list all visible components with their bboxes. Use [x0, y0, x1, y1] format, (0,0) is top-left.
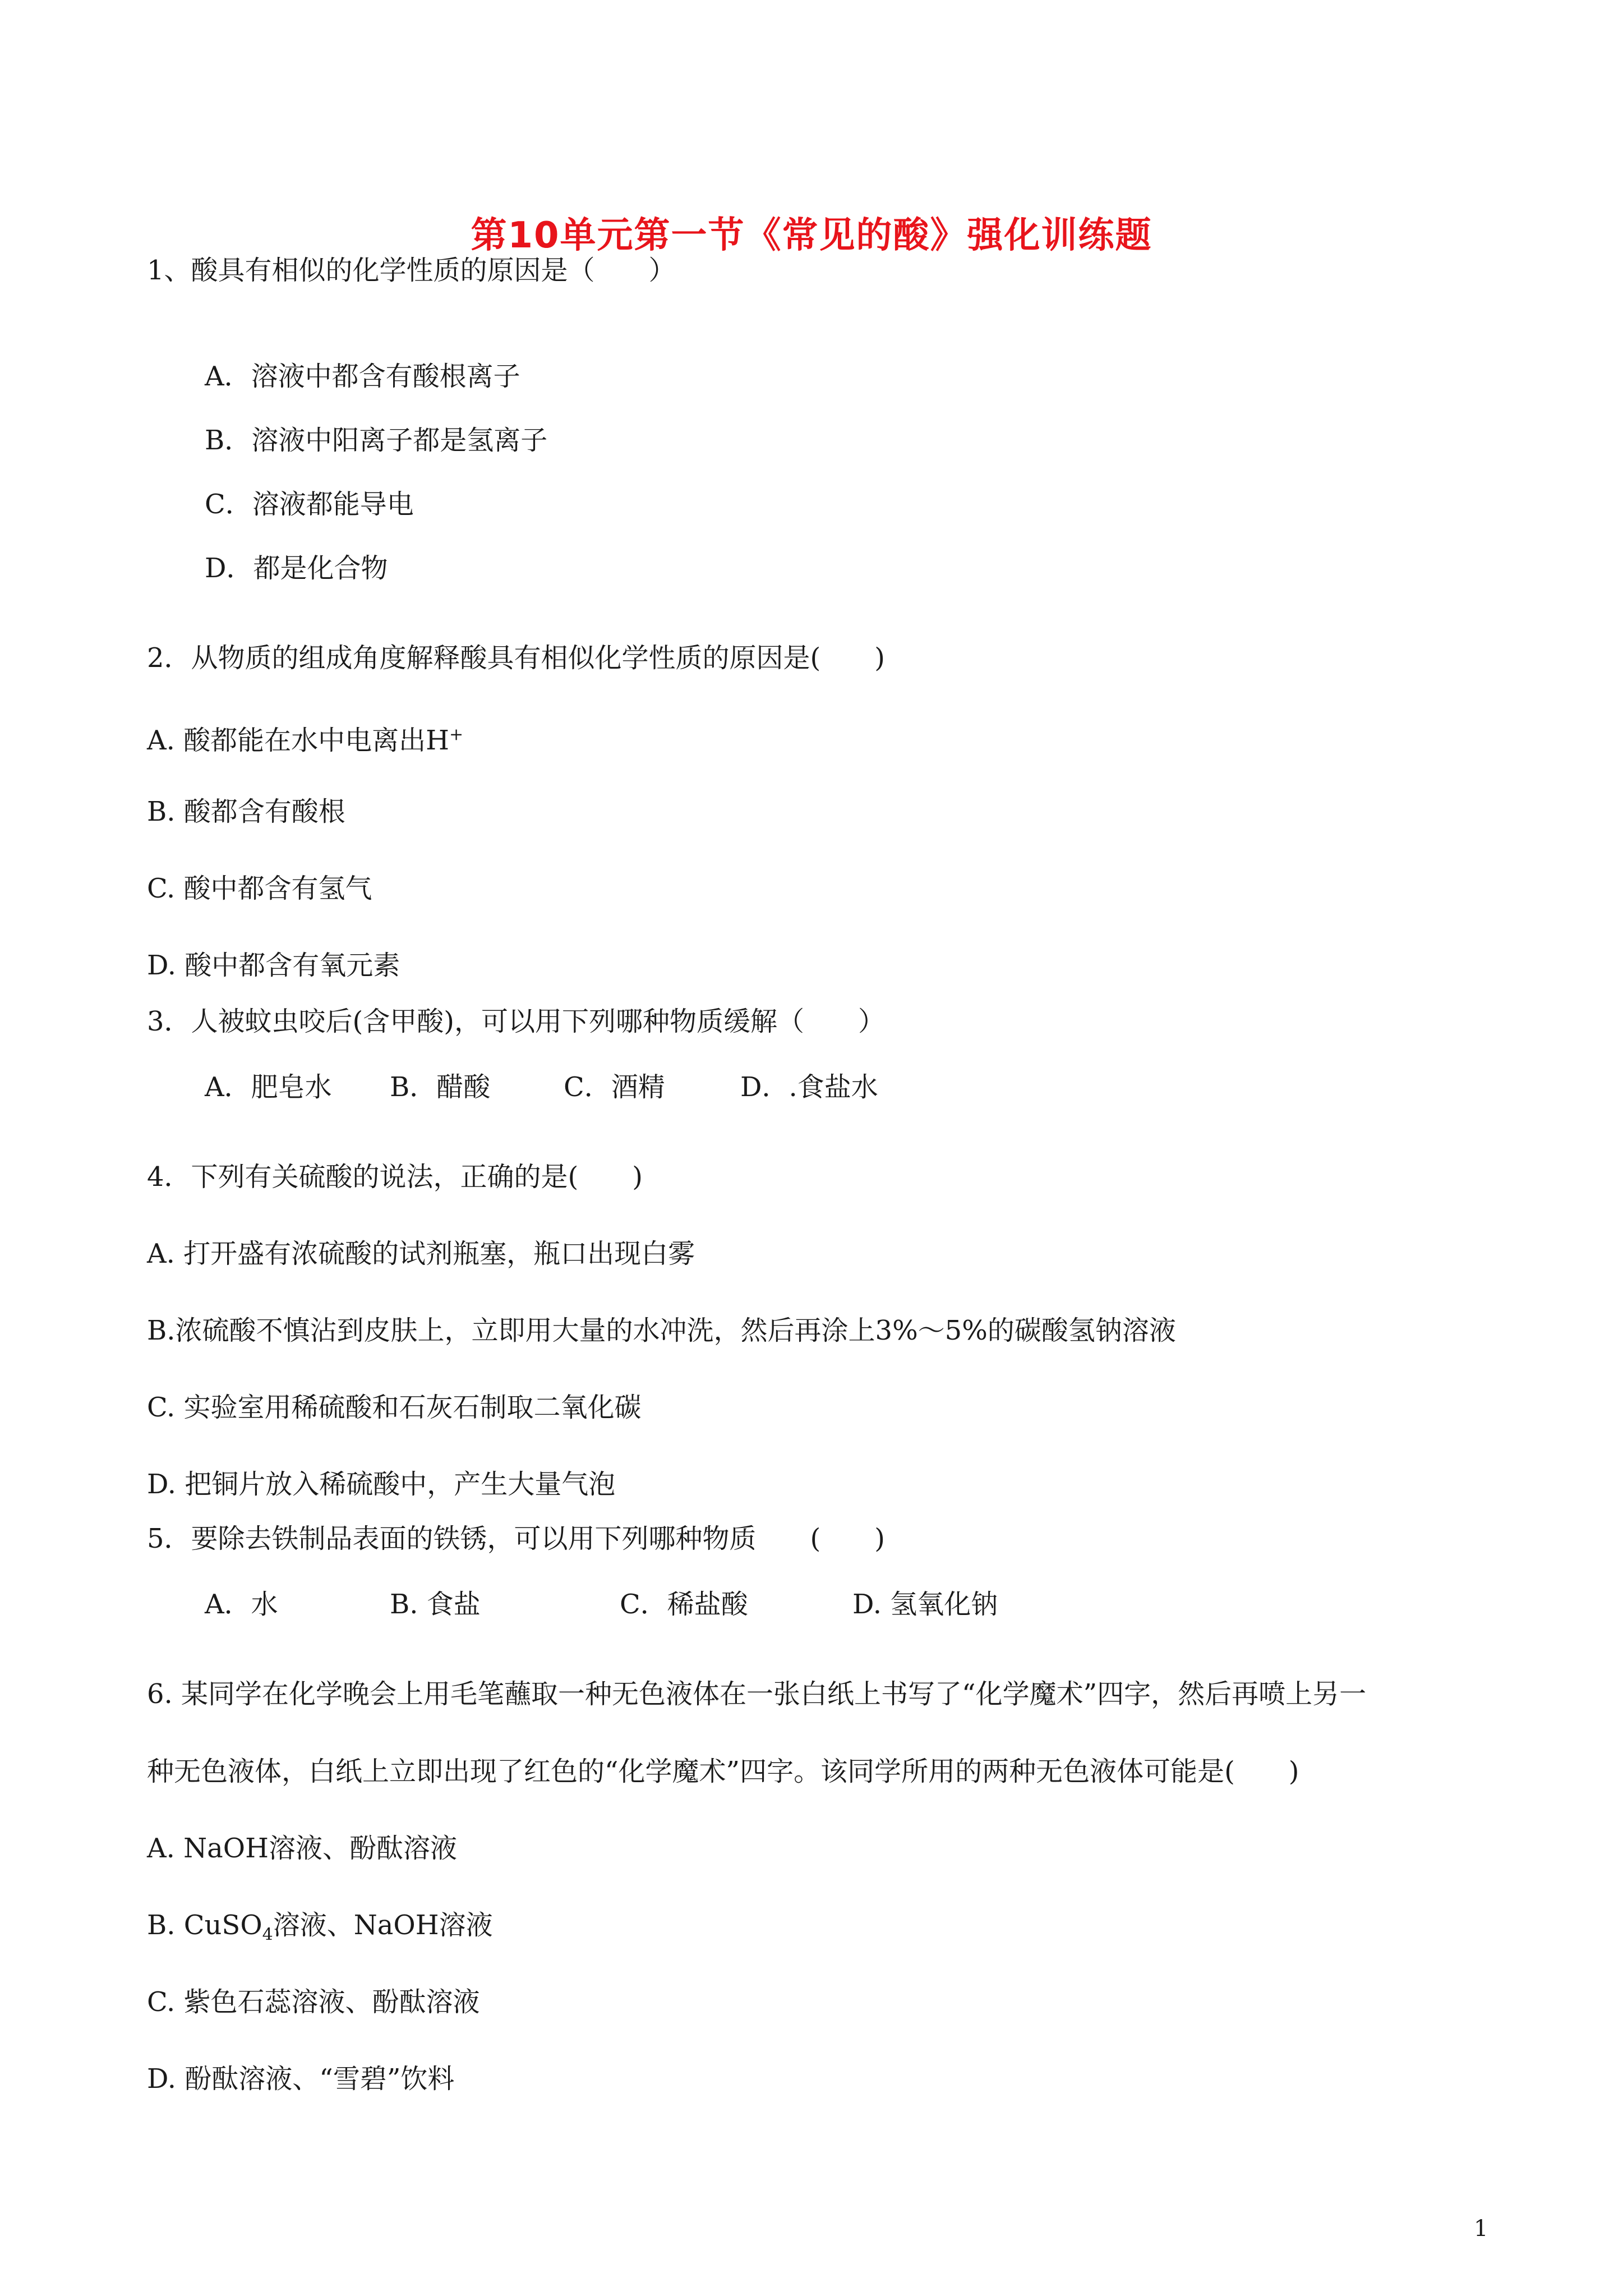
question-1-stem: 1、酸具有相似的化学性质的原因是（ ） [147, 255, 676, 286]
question-3-stem: 3．人被蚊虫咬后(含甲酸)，可以用下列哪种物质缓解（ ） [147, 1006, 885, 1037]
question-2-option-c: C. 酸中都含有氢气 [147, 873, 372, 904]
question-3-options-row [0, 1070, 1623, 1104]
question-6-stem-line-1: 6. 某同学在化学晚会上用毛笔蘸取一种无色液体在一张白纸上书写了“化学魔术”四字，然后再喷上另一 [147, 1678, 1367, 1710]
question-5-options-row [0, 1588, 1623, 1621]
question-1-option-a: A．溶液中都含有酸根离子 [205, 361, 520, 392]
question-6-option-b-rest: 溶液、NaOH溶液 [273, 1910, 493, 1941]
question-3-option-a: A．肥皂水 [205, 1071, 332, 1103]
question-4-option-d: D. 把铜片放入稀硫酸中，产生大量气泡 [147, 1469, 616, 1500]
question-6-stem-line-2: 种无色液体，白纸上立即出现了红色的“化学魔术”四字。该同学所用的两种无色液体可能是( ) [147, 1756, 1299, 1787]
question-5-option-c: C．稀盐酸 [620, 1589, 748, 1620]
question-6-option-b [147, 1908, 493, 1952]
question-2-option-a [147, 718, 463, 757]
question-3-option-c: C．酒精 [564, 1071, 665, 1103]
question-1-option-b: B．溶液中阳离子都是氢离子 [205, 425, 548, 456]
question-3-option-d: D．.食盐水 [740, 1071, 878, 1103]
question-4-option-c: C. 实验室用稀硫酸和石灰石制取二氧化碳 [147, 1392, 642, 1423]
question-6-option-b-text: B. CuSO [147, 1910, 262, 1941]
question-4-option-b: B.浓硫酸不慎沾到皮肤上，立即用大量的水冲洗，然后再涂上3%～5%的碳酸氢钠溶液 [147, 1315, 1176, 1346]
question-1-option-d: D．都是化合物 [205, 553, 388, 584]
question-3-option-b: B．醋酸 [390, 1071, 491, 1103]
superscript-plus: + [449, 725, 464, 744]
question-1-option-c: C．溶液都能导电 [205, 489, 414, 520]
question-2-option-b: B. 酸都含有酸根 [147, 796, 345, 827]
question-5-option-d: D. 氢氧化钠 [852, 1589, 998, 1620]
question-2-option-d: D. 酸中都含有氧元素 [147, 950, 400, 981]
question-6-option-a: A. NaOH溶液、酚酞溶液 [147, 1833, 458, 1864]
question-5-option-a: A．水 [205, 1589, 278, 1620]
question-6-option-c: C. 紫色石蕊溶液、酚酞溶液 [147, 1986, 480, 2018]
question-6-option-d: D. 酚酞溶液、“雪碧”饮料 [147, 2063, 455, 2095]
question-4-stem: 4．下列有关硫酸的说法，正确的是( ) [147, 1161, 643, 1193]
page-title: 第10单元第一节《常见的酸》强化训练题 [471, 215, 1152, 256]
page-number: 1 [1474, 2216, 1488, 2242]
question-5-option-b: B. 食盐 [390, 1589, 481, 1620]
question-2-stem: 2．从物质的组成角度解释酸具有相似化学性质的原因是( ) [147, 642, 885, 674]
subscript-4: 4 [262, 1925, 273, 1945]
question-4-option-a: A. 打开盛有浓硫酸的试剂瓶塞，瓶口出现白雾 [147, 1238, 695, 1269]
question-2-option-a-text: A. 酸都能在水中电离出H [147, 725, 450, 756]
question-5-stem: 5．要除去铁制品表面的铁锈，可以用下列哪种物质 ( ) [147, 1523, 885, 1554]
